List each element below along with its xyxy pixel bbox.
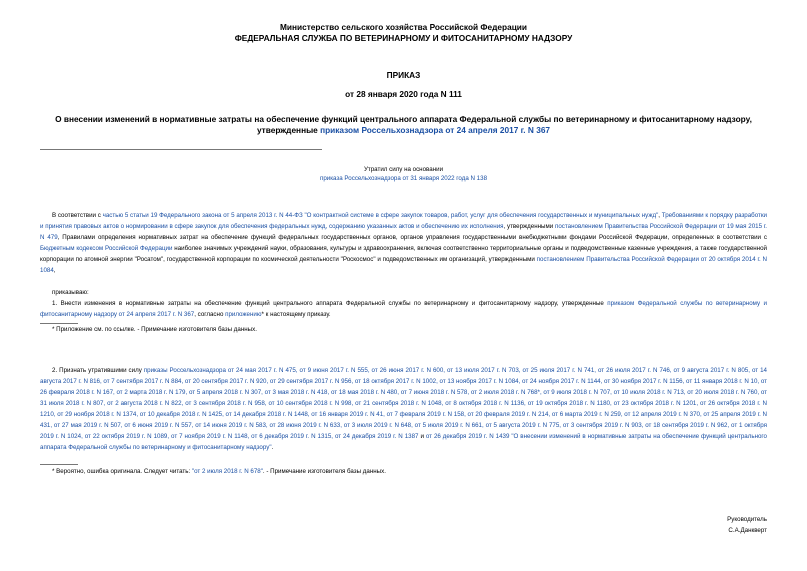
- separator-line: [40, 149, 322, 150]
- resolution-1084-link[interactable]: постановлением Правительства Российской Федерации от 20 октября 2014 г. N 1084: [40, 256, 767, 274]
- preamble-text: , Правилами определения нормативных затрат на обеспечение функций федеральных государственных органов, органов управления государственными внебюджетными фондами Российской Федерации, определенных в соответствии с: [57, 234, 767, 241]
- document-title: [40, 114, 767, 136]
- footnote-2-text: * Вероятно, ошибка оригинала. Следует читать:: [52, 468, 192, 475]
- document-type: ПРИКАЗ: [386, 70, 421, 80]
- item-1-paragraph: [40, 298, 767, 320]
- law-44fz-link[interactable]: частью 5 статьи 19 Федерального закона от 5 апреля 2013 г. N 44-ФЗ "О контрактной системе в сфере закупок товаров, работ, услуг для обеспечения государственных и муниципальных нужд": [102, 212, 659, 219]
- title-text: О внесении изменений в нормативные затраты на обеспечение функций центрального аппарата Федеральной службы по ветеринарному и фитосанитарному надзору, утвержденные: [55, 114, 752, 135]
- preamble-paragraph: [40, 210, 767, 276]
- footnote-2-text: . - Примечание изготовителя базы данных.: [262, 468, 386, 475]
- footnote-1: * Приложение см. по ссылке. - Примечание изготовителя базы данных.: [52, 326, 257, 333]
- footnote-separator: [40, 464, 78, 465]
- requirements-link[interactable]: Требованиями к порядку разработки и принятия правовых актов о нормировании в сфере закупок для обеспечения федеральных нужд, содержанию указанных актов и обеспечению их исполнения: [40, 212, 768, 230]
- preamble-text: наиболее значимых учреждений науки, образования, культуры и здравоохранения, включая соответственно территориальные органы и подведомственные казенные учреждения, а также государственной корпорации по атомной энергии "Росатом", государственной корпорации по космической деятельности "Роскосмос" и подведомственных им организаций, утвержденными: [40, 245, 767, 263]
- footnote-separator: [40, 323, 78, 324]
- title-link[interactable]: приказом Россельхознадзора от 24 апреля 2017 г. N 367: [320, 125, 551, 135]
- preamble-text: ,: [658, 212, 662, 219]
- appendix-link[interactable]: приложению: [225, 311, 262, 318]
- budget-code-link[interactable]: Бюджетным кодексом Российской Федерации: [40, 245, 173, 252]
- lost-force-text: Утратил силу на основании: [363, 166, 444, 173]
- preamble-text: , утвержденными: [503, 223, 555, 230]
- ministry-name: Министерство сельского хозяйства Российской Федерации: [280, 22, 527, 32]
- order-1439-link[interactable]: от 26 декабря 2019 г. N 1439 "О внесении изменений в нормативные затраты на обеспечение функций центрального аппарата Федеральной службы по ветеринарному и фитосанитарному надзору": [40, 433, 767, 451]
- preamble-text: В соответствии с: [52, 212, 103, 219]
- order-367-link[interactable]: приказом Федеральной службы по ветеринарному и фитосанитарному надзору от 24 апреля 2017 г. N 367: [40, 300, 767, 318]
- order-678-link[interactable]: "от 2 июля 2018 г. N 678": [191, 468, 263, 475]
- preamble-text: ,: [53, 267, 56, 274]
- document-header: [40, 22, 767, 44]
- item-2-text: и: [418, 433, 426, 440]
- signatory-position: Руководитель: [727, 516, 767, 523]
- signatory-name: С.А.Данкверт: [728, 527, 767, 534]
- item-1-text: 1. Внести изменения в нормативные затраты на обеспечение функций центрального аппарата Федеральной службы по ветеринарному и фитосанитарному надзору, утвержденные: [52, 300, 608, 307]
- lost-force-link[interactable]: приказа Россельхознадзора от 31 января 2022 года N 138: [319, 174, 488, 182]
- lost-force-note: [40, 166, 767, 183]
- item-2-paragraph: [40, 365, 767, 453]
- item-2-text: 2. Признать утратившими силу: [52, 367, 144, 374]
- signature-block: [727, 514, 767, 536]
- repealed-orders-link[interactable]: приказы Россельхознадзора от 24 мая 2017 г. N 475, от 9 июня 2017 г. N 555, от 26 июня 2017 г. N 600, от 13 июля 2017 г. N 703, от 25 июля 2017 г. N 741, от 26 июля 2017 г. N 746, от 9 августа 2017 г. N 805, от 14 августа 2017 г. N 816, от 7 сентября 2017 г. N 884, от 20 сентября 2017 г. N 920, от 29 сентября 2017 г. N 956, от 18 октября 2017 г. N 1002, от 13 ноября 2017 г. N 1084, от 24 ноября 2017 г. N 1144, от 30 ноября 2017 г. N 1156, от 11 января 2018 г. N 10, от 26 февраля 2018 г. N 167, от 2 марта 2018 г. N 179, от 5 апреля 2018 г. N 307, от 3 мая 2018 г. N 418, от 18 мая 2018 г. N 480, от 7 июня 2018 г. N 578, от 2 июля 2018 г. N 768*, от 9 июля 2018 г. N 707, от 10 июля 2018 г. N 713, от 20 июля 2018 г. N 760, от 31 июля 2018 г. N 807, от 2 августа 2018 г. N 822, от 3 сентября 2018 г. N 958, от 10 сентября 2018 г. N 998, от 21 сентября 2018 г. N 1048, от 8 октября 2018 г. N 1136, от 19 октября 2018 г. N 1180, от 23 октября 2018 г. N 1201, от 26 октября 2018 г. N 1210, от 29 ноября 2018 г. N 1374, от 10 декабря 2018 г. N 1425, от 14 декабря 2018 г. N 1448, от 16 января 2019 г. N 41, от 7 февраля 2019 г. N 158, от 20 февраля 2019 г. N 214, от 6 марта 2019 г. N 259, от 12 апреля 2019 г. N 370, от 25 апреля 2019 г. N 431, от 27 мая 2019 г. N 507, от 6 июня 2019 г. N 557, от 14 июня 2019 г. N 583, от 28 июня 2019 г. N 633, от 3 июля 2019 г. N 648, от 5 июля 2019 г. N 661, от 5 августа 2019 г. N 775, от 3 сентября 2019 г. N 903, от 18 сентября 2019 г. N 962, от 1 октября 2019 г. N 1024, от 22 октября 2019 г. N 1089, от 7 ноября 2019 г. N 1148, от 6 декабря 2019 г. N 1315, от 24 декабря 2019 г. N 1387: [40, 367, 767, 440]
- footnote-2: [52, 468, 386, 475]
- service-name: ФЕДЕРАЛЬНАЯ СЛУЖБА ПО ВЕТЕРИНАРНОМУ И ФИТОСАНИТАРНОМУ НАДЗОРУ: [234, 33, 573, 43]
- item-1-text: * к настоящему приказу.: [261, 311, 331, 318]
- item-2-text: .: [271, 444, 274, 451]
- order-word: приказываю:: [52, 289, 89, 296]
- resolution-479-link[interactable]: постановлением Правительства Российской Федерации от 19 мая 2015 г. N 479: [40, 223, 768, 241]
- item-1-text: , согласно: [194, 311, 226, 318]
- document-date-number: от 28 января 2020 года N 111: [345, 89, 462, 99]
